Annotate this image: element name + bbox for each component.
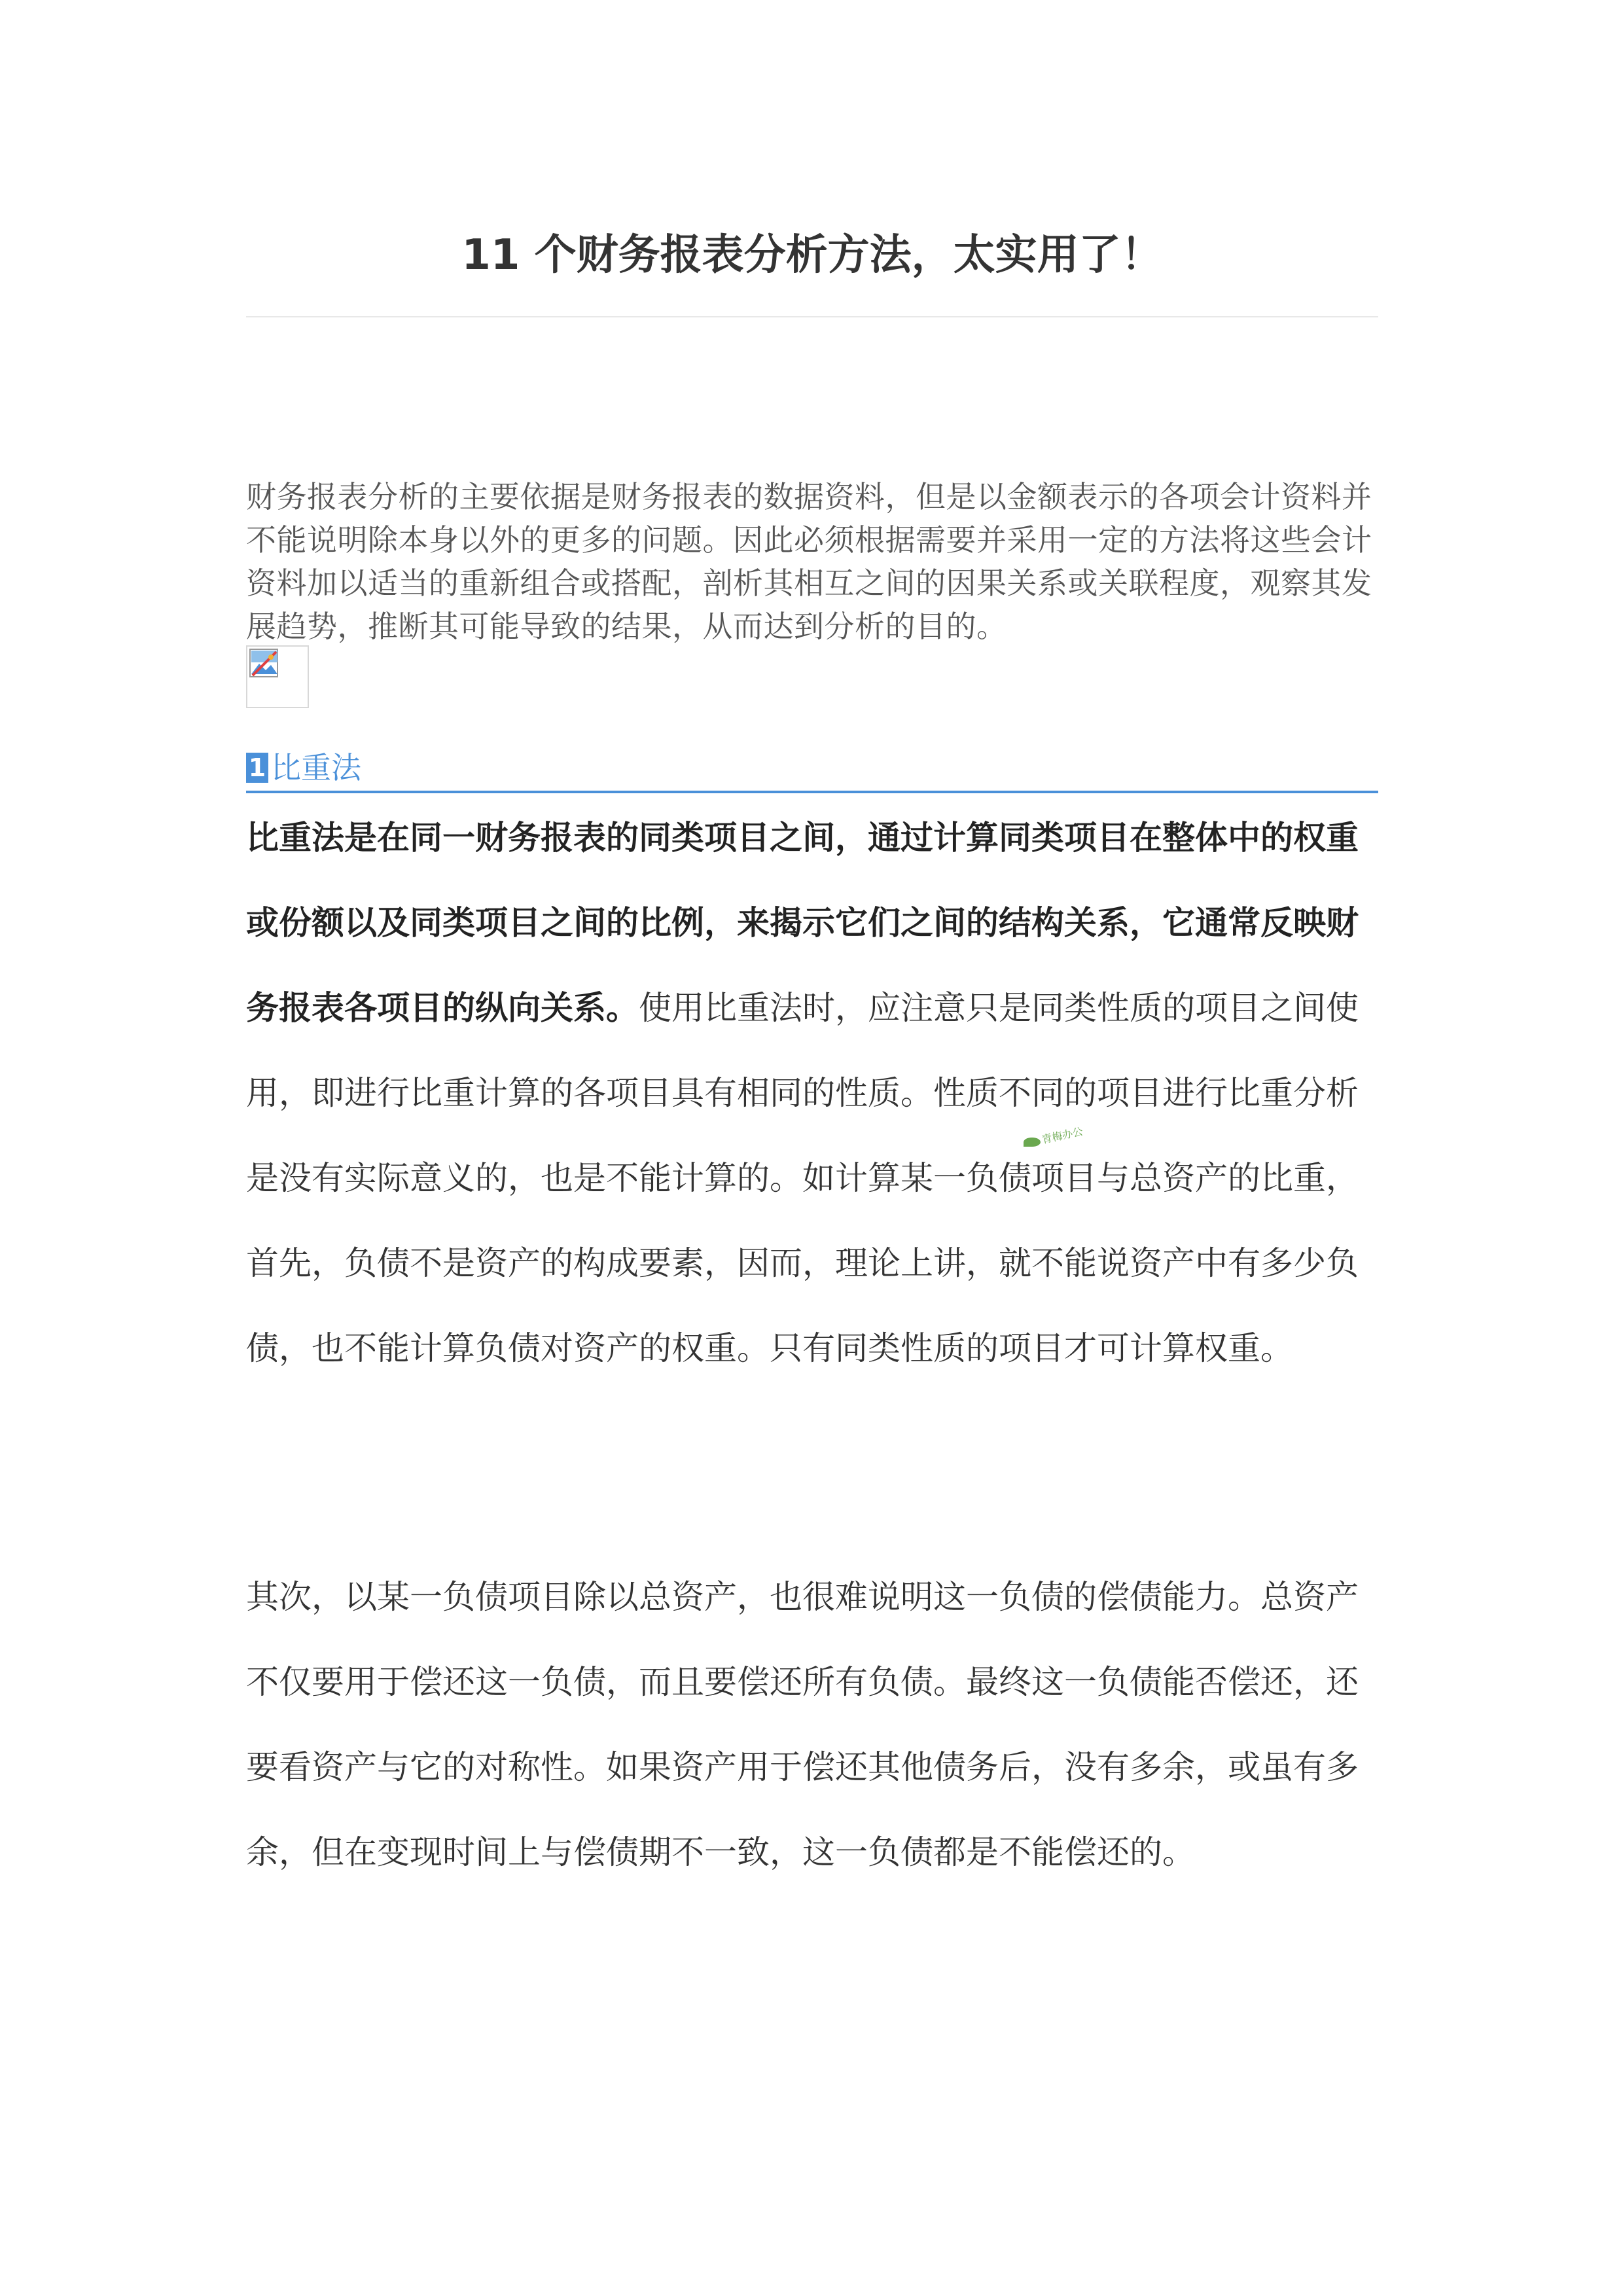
section-number-badge: 1	[246, 753, 268, 783]
leaf-icon	[1024, 1138, 1041, 1147]
title-divider	[246, 316, 1378, 317]
section-title: 比重法	[271, 750, 361, 785]
paragraph-1-text: 使用比重法时，应注意只是同类性质的项目之间使用，即进行比重计算的各项目具有相同的性质。性质不同的项目进行比重分析是没有实际意义的，也是不能计算的。如计算某一负债项目与总资产的比重，首先，负债不是资产的构成要素，因而，理论上讲，就不能说资产中有多少负债，也不能计算负债对资产的权重。只有同类性质的项目才可计算权重。	[246, 989, 1359, 1367]
watermark	[1024, 1124, 1102, 1157]
watermark-text: 青梅办公	[1040, 1124, 1084, 1146]
document-title: 11 个财务报表分析方法，太实用了！	[461, 231, 1163, 279]
document-page	[246, 0, 1378, 2296]
paragraph-1-bold-lead: 比重法是在同一财务报表的同类项目之间，通过计算同类项目在整体中的权重或份额以及同类项目之间的比例，来揭示它们之间的结构关系，它通常反映财务报表各项目的纵向关系。	[246, 819, 1359, 1027]
body-paragraph-1	[246, 795, 1382, 1391]
broken-image-icon	[246, 645, 309, 708]
broken-image-glyph	[249, 648, 280, 679]
section-heading	[246, 746, 1378, 793]
body-paragraph-2: 其次，以某一负债项目除以总资产，也很难说明这一负债的偿债能力。总资产不仅要用于偿还这一负债，而且要偿还所有负债。最终这一负债能否偿还，还要看资产与它的对称性。如果资产用于偿还其他债务后，没有多余，或虽有多余，但在变现时间上与偿债期不一致，这一负债都是不能偿还的。	[246, 1578, 1359, 1871]
intro-paragraph: 财务报表分析的主要依据是财务报表的数据资料，但是以金额表示的各项会计资料并不能说明除本身以外的更多的问题。因此必须根据需要并采用一定的方法将这些会计资料加以适当的重新组合或搭配，剖析其相互之间的因果关系或关联程度，观察其发展趋势，推断其可能导致的结果，从而达到分析的目的。	[246, 479, 1372, 644]
